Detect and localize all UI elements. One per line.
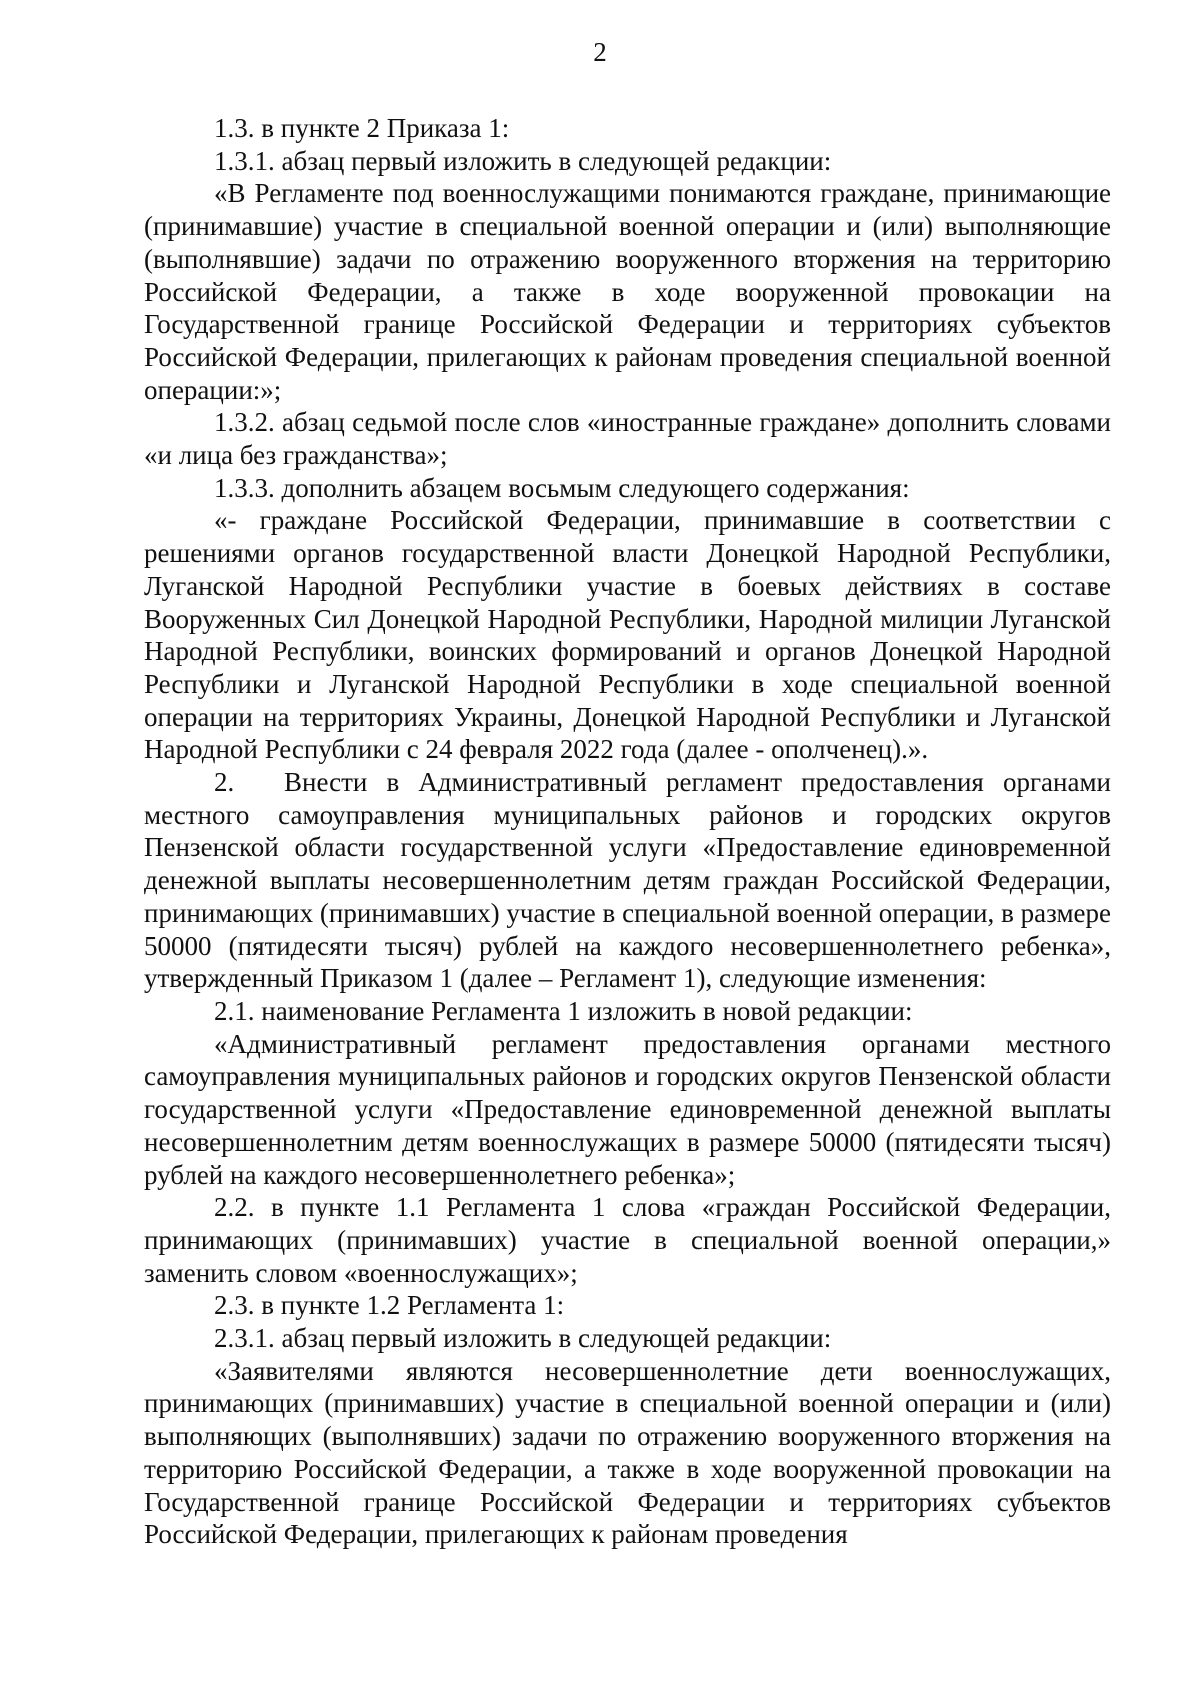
paragraph-quote-regulation-title: «Административный регламент предоставления органами местного самоуправления муниципальных районов и городских округов Пензенской области государственной услуги «Предоставление единовременной денежной выплаты несовершеннолетним детям военнослужащих в размере 50000 (пятидесяти тысяч) рублей на каждого несовершеннолетнего ребенка»;	[144, 1028, 1111, 1190]
paragraph-1-3: 1.3. в пункте 2 Приказа 1:	[214, 113, 510, 143]
item-2-text: Внести в Административный регламент предоставления органами местного самоуправления муниципальных районов и городских округов Пензенской области государственной услуги «Предоставление единовременной денежной выплаты несовершеннолетним детям граждан Российской Федерации, принимающих (принимавших) участие в специальной военной операции, в размере 50000 (пятидесяти тысяч) рублей на каждого несовершеннолетнего ребенка», утвержденный Приказом 1 (далее – Регламент 1), следующие изменения:	[144, 767, 1111, 994]
document-body	[144, 112, 1111, 1551]
paragraph-1-3-3: 1.3.3. дополнить абзацем восьмым следующего содержания:	[214, 472, 910, 503]
page-number: 2	[593, 37, 607, 67]
paragraph-1-3-1: 1.3.1. абзац первый изложить в следующей редакции:	[214, 145, 832, 176]
item-2-number: 2.	[214, 767, 235, 798]
paragraph-2-2: 2.2. в пункте 1.1 Регламента 1 слова «граждан Российской Федерации, принимающих (принимавших) участие в специальной военной операции,» заменить словом «военнослужащих»;	[144, 1192, 1111, 1288]
paragraph-quote-applicants: «Заявителями являются несовершеннолетние дети военнослужащих, принимающих (принимавших) участие в специальной военной операции и (или) выполняющих (выполнявших) задачи по отражению вооруженного вторжения на территорию Российской Федерации, а также в ходе вооруженной провокации на Государственной границе Российской Федерации и территориях субъектов Российской Федерации, прилегающих к районам проведения	[144, 1355, 1111, 1550]
paragraph-quote-military-definition: «В Регламенте под военнослужащими понимаются граждане, принимающие (принимавшие) участие в специальной военной операции и (или) выполняющие (выполнявшие) задачи по отражению вооруженного вторжения на территорию Российской Федерации, а также в ходе вооруженной провокации на Государственной границе Российской Федерации и территориях субъектов Российской Федерации, прилегающих к районам проведения специальной военной операции:»;	[144, 178, 1111, 405]
paragraph-2-1: 2.1. наименование Регламента 1 изложить в новой редакции:	[214, 995, 913, 1026]
paragraph-quote-militia: «- граждане Российской Федерации, принимавшие в соответствии с решениями органов государственной власти Донецкой Народной Республики, Луганской Народной Республики участие в боевых действиях в составе Вооруженных Сил Донецкой Народной Республики, Народной милиции Луганской Народной Республики, воинских формирований и органов Донецкой Народной Республики и Луганской Народной Республики в ходе специальной военной операции на территориях Украины, Донецкой Народной Республики и Луганской Народной Республики с 24 февраля 2022 года (далее - ополченец).».	[144, 505, 1111, 765]
paragraph-item-2	[144, 766, 1111, 995]
paragraph-1-3-2: 1.3.2. абзац седьмой после слов «иностранные граждане» дополнить словами «и лица без гражданства»;	[144, 407, 1111, 471]
paragraph-2-3-1: 2.3.1. абзац первый изложить в следующей редакции:	[214, 1323, 832, 1354]
paragraph-2-3: 2.3. в пункте 1.2 Регламента 1:	[214, 1290, 565, 1321]
